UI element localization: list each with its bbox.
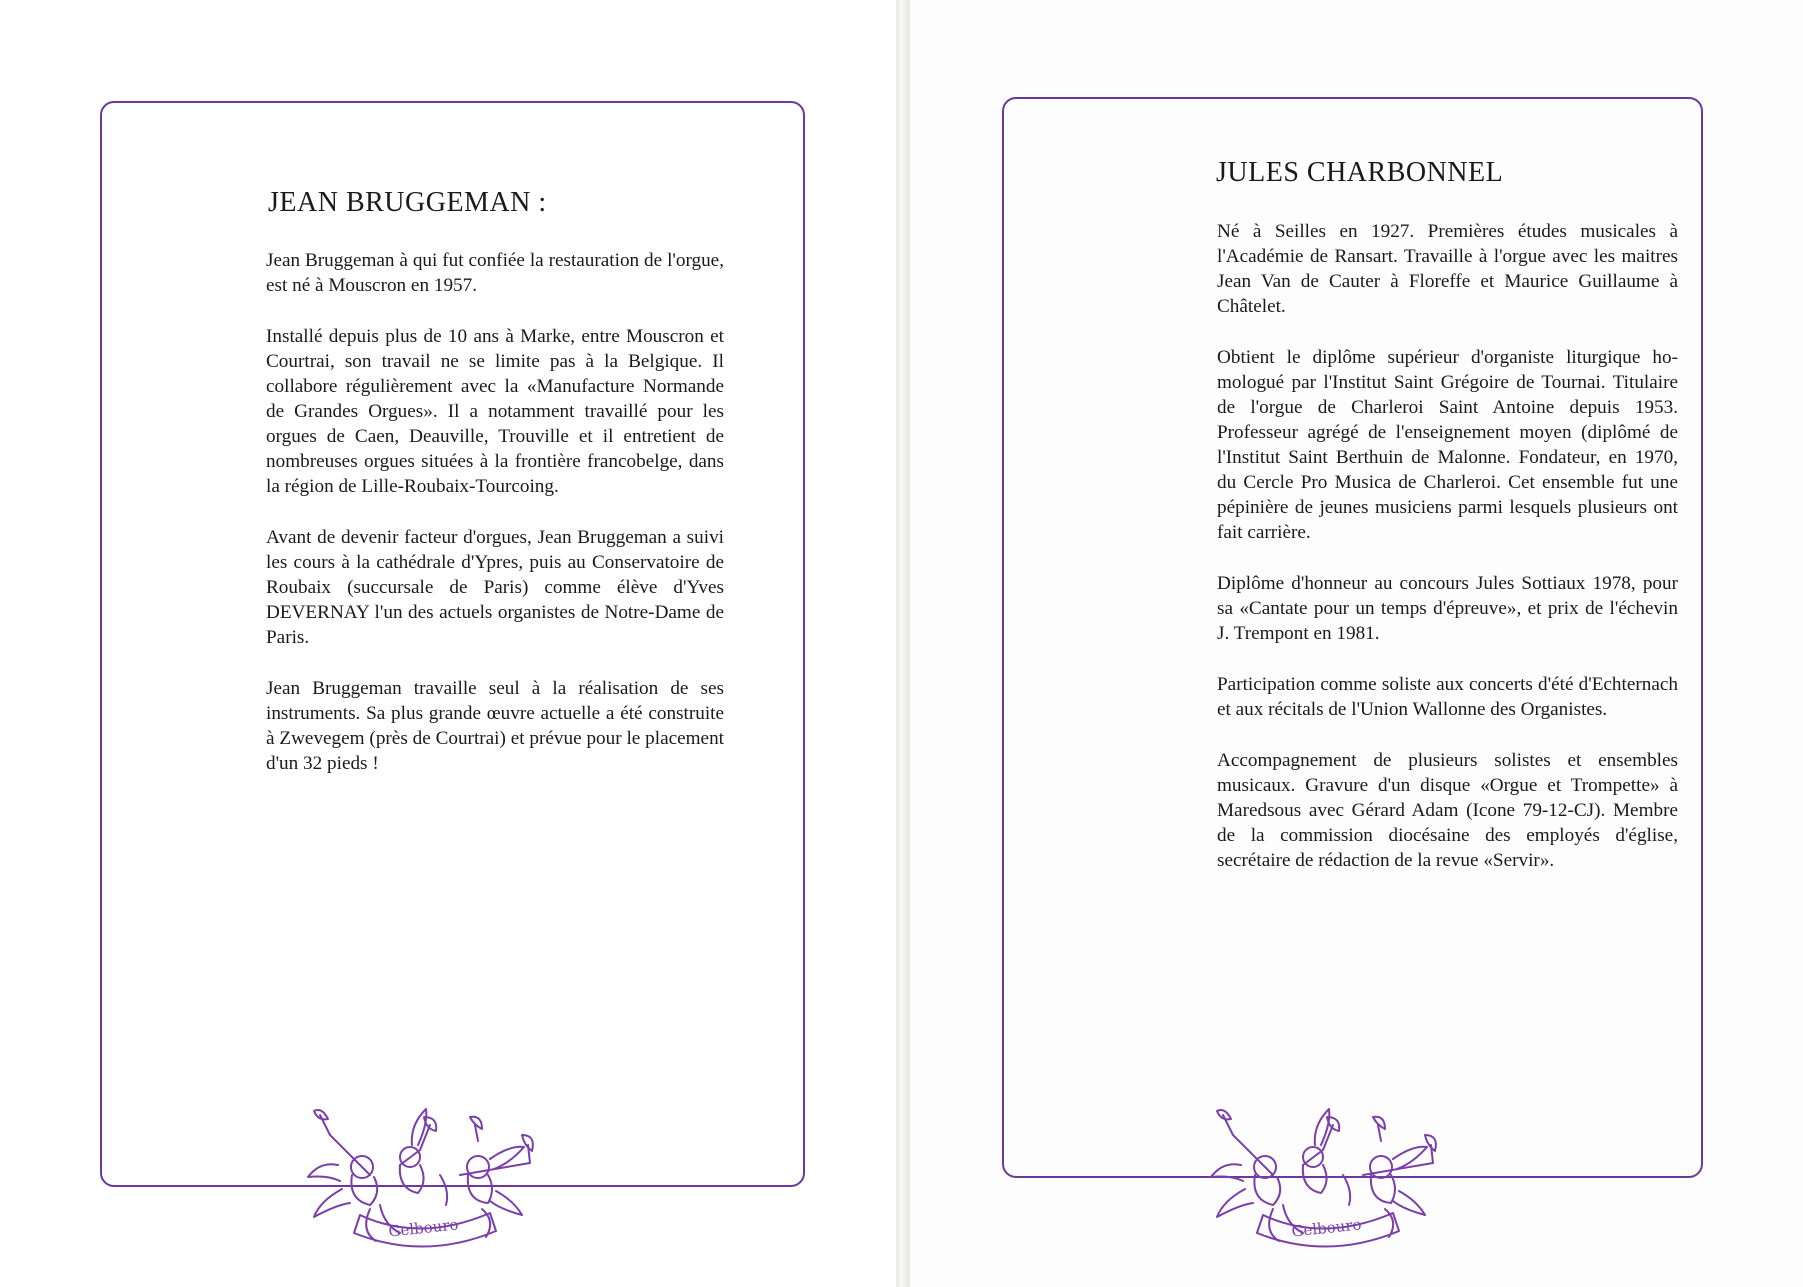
emblem-banner-text: Gelbouro <box>1290 1215 1363 1241</box>
paragraph: Participation comme soliste aux concerts d'été d'Echternach et aux récitals de l'Union Wallonne des Organistes. <box>1217 674 1678 720</box>
emblem-banner-text: Gelbouro <box>387 1215 460 1241</box>
right-page <box>910 0 1803 1287</box>
angels-trumpets-icon <box>1203 1105 1443 1255</box>
paragraph: Obtient le diplôme supérieur d'organiste liturgique homologué par l'Institut Saint Grégoire de Tournai. Titulaire de l'orgue de Charleroi Saint Antoine depuis 1953. Professeur agrégé de l'enseignement moyen (diplômé de l'Institut Saint Berthuin de Malonne. Fondateur, en 1970, du Cercle Pro Musica de Charleroi. Cet ensemble fut une pépinière de jeunes musiciens parmi lesquels plusieurs ont fait carrière. <box>1217 347 1678 543</box>
biography-text <box>1217 219 1678 899</box>
angels-trumpets-emblem <box>300 1105 540 1255</box>
page-title: JULES CHARBONNEL <box>1216 157 1504 188</box>
page-title: JEAN BRUGGEMAN : <box>268 187 547 218</box>
paragraph: Installé depuis plus de 10 ans à Marke, entre Mouscron et Courtrai, son travail ne se limite pas à la Belgique. Il collabore régulièrement avec la «Manufacture Normande de Grandes Orgues». Il a notamment travaillé pour les orgues de Caen, Deauville, Trouville et il entretient de nombreuses orgues situées à la frontière francobelge, dans la région de Lille-Roubaix-Tourcoing. <box>266 326 724 497</box>
angels-trumpets-emblem <box>1203 1105 1443 1255</box>
left-page <box>0 0 896 1287</box>
paragraph: Diplôme d'honneur au concours Jules Sottiaux 1978, pour sa «Cantate pour un temps d'épreuve», et prix de l'échevin J. Trempont en 1981. <box>1217 573 1678 644</box>
paragraph: Jean Bruggeman travaille seul à la réalisation de ses instruments. Sa plus grande œuvre actuelle a été construite à Zwevegem (près de Courtrai) et prévue pour le placement d'un 32 pieds ! <box>266 678 724 774</box>
biography-text <box>266 248 724 802</box>
paragraph: Accompagnement de plusieurs solistes et ensembles musicaux. Gravure d'un disque «Orgue et Trompette» à Maredsous avec Gérard Adam (Icone 79-12-CJ). Membre de la commission diocésaine des employés d'église, secrétaire de rédaction de la revue «Servir». <box>1217 750 1678 871</box>
book-gutter <box>896 0 910 1287</box>
angels-trumpets-icon <box>300 1105 540 1255</box>
paragraph: Né à Seilles en 1927. Premières études musicales à l'Académie de Ransart. Travaille à l'orgue avec les maitres Jean Van de Cauter à Floreffe et Maurice Guillaume à Châtelet. <box>1217 221 1678 317</box>
paragraph: Jean Bruggeman à qui fut confiée la restauration de l'orgue, est né à Mouscron en 1957. <box>266 250 724 296</box>
paragraph: Avant de devenir facteur d'orgues, Jean Bruggeman a suivi les cours à la cathédrale d'Ypres, puis au Conservatoire de Roubaix (succursale de Paris) comme élève d'Yves DEVERNAY l'un des actuels organistes de Notre-Dame de Paris. <box>266 527 724 648</box>
